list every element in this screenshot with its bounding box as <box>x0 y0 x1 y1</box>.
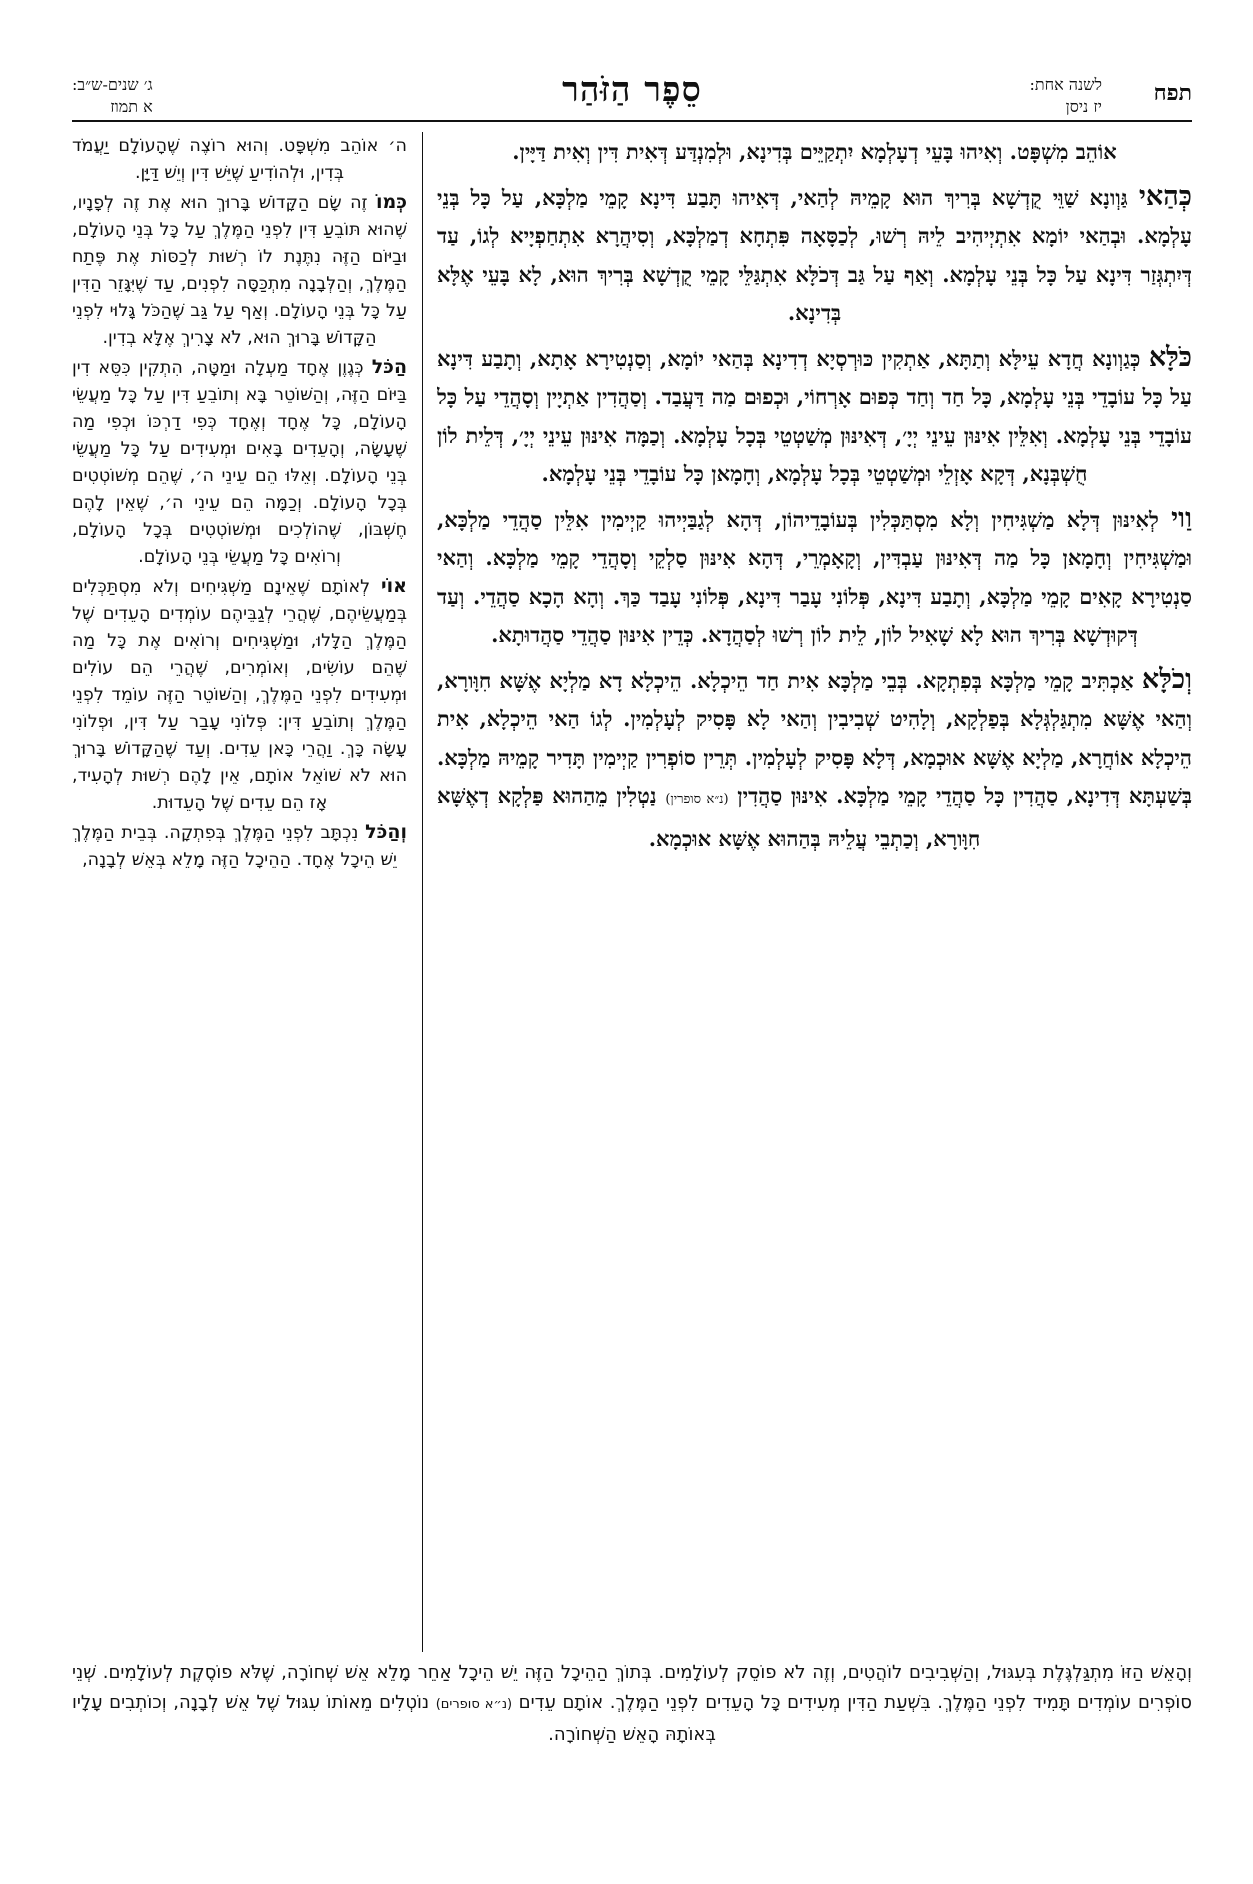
column-divider <box>422 132 423 1652</box>
aramaic-paragraph <box>437 132 1192 172</box>
paragraph-opener: הַכֹּל <box>371 356 407 378</box>
translation-paragraph <box>72 189 407 352</box>
variant-note: (נ״א סופרין) <box>665 792 729 807</box>
header-left-info <box>72 74 153 118</box>
hebrew-translation-column <box>72 132 407 1652</box>
header-rule <box>72 120 1192 122</box>
paragraph-text: נַטְלִין מֵהַהוּא פַּלְקָא דְאֶשָּׁא חִוָּורָא, וְכַתְבֵי עֲלֵיהּ בְּהַהוּא אֶשָּׁא אוּכְמָא. <box>437 783 981 851</box>
paragraph-text: וְהָאֵשׁ הַזּוֹ מִתְגַּלְגֶּלֶת בְּעִגּוּל, וְהַשְּׁבִיבִים לוֹהֲטִים, וְזֶה לֹא פוֹסֵק לְעוֹלָמִים. בְּתוֹךְ הַהֵיכָל הַזֶּה יֵשׁ הֵיכָל אַחֵר מָלֵא אֵשׁ שְׁחוֹרָה, שֶׁלֹּא פוֹסֶקֶת לְעוֹלָמִים. שְׁנֵי סוֹפְרִים עוֹמְדִים תָּמִיד לִפְנֵי הַמֶּלֶךְ. בִּשְׁעַת הַדִּין מְעִידִים כָּל הָעֵדִים לִפְנֵי הַמֶּלֶךְ. אוֹתָם עֵדִים <box>72 1662 1192 1713</box>
aramaic-paragraph <box>437 339 1192 494</box>
page <box>72 70 1192 1850</box>
paragraph-text: כְּגַוְונָא חֲדָא עֵילָּא וְתַתָּא, אַתְקִין כּוּרְסְיָא דְדִינָא בְּהַאי יוֹמָא, וְסַנְטִירָא אָתָא, וְתָבַע דִּינָא עַל כָּל עוֹבָדֵי בְּנֵי עָלְמָא, כָּל חַד וְחַד כְּפוּם אָרְחוֹי, וּכְפוּם מַה דַּעֲבַד. וְסַהֲדִין אַתְיָין וְסָהֲדֵי עַל כָּל עוֹבָדֵי בְּנֵי עָלְמָא. וְאִלֵּין אִינּוּן עֵינֵי יְיָ׳, דְּאִינּוּן מְשַׁטְטֵי בְּכָל עָלְמָא. וְכַמָּה אִינּוּן עֵינֵי יְיָ׳, דְּלֵית לוֹן חֻשְׁבְּנָא, דְּקָא אָזְלֵי וּמְשַׁטְטֵי בְּכָל עָלְמָא, וְחָמָאן כָּל עוֹבָדֵי בְּנֵי עָלְמָא. <box>437 345 1192 486</box>
study-cycle-label: לשנה אחת: <box>1029 75 1102 94</box>
translation-paragraph <box>72 819 407 874</box>
paragraph-text: אַכְתִּיב קָמֵי מַלְכָּא בְּפִתְקָא. בְּבֵי מַלְכָּא אִית חַד הֵיכְלָא. הֵיכְלָא דָא מַלְיָא אֶשָּׁא חִוָּורָא, וְהַאי אֶשָּׁא מִתְגַּלְגְּלָא בְּפַלְקָא, וְלָהִיט שְׁבִיבִין וְהַאי לָא פָּסִיק לְעָלְמִין. לְגוֹ הַאי הֵיכְלָא, אִית הֵיכְלָא אוֹחֲרָא, מַלְיָא אֶשָּׁא אוּכְמָא, דְּלָא פָּסִיק לְעָלְמִין. תְּרֵין סוֹפְרִין קַיְימִין תָּדִיר קָמֵיהּ מַלְכָּא. בְּשַׁעְתָּא דְּדִינָא, סַהֲדִין כָּל סַהֲדֵי קָמֵי מַלְכָּא. אִינּוּן סַהֲדִין <box>437 667 1192 808</box>
paragraph-opener: וְהַכֹּל <box>365 821 407 843</box>
translation-continuation <box>72 1658 1192 1750</box>
paragraph-text: גַּוְונָא שַׁוֵּי קֻדְשָׁא בְּרִיךְ הוּא קָמֵיהּ לְהַאי, דְּאִיהוּ תָּבַע דִּינָא קָמֵי מַלְכָּא, עַל כָּל בְּנֵי עָלְמָא. וּבְהַאי יוֹמָא אִתְיְיהִיב לֵיהּ רְשׁוּ, לְכַסָּאָה פִּתְחָא דְמַלְכָּא, וְסִיהֲרָא אִתְחַפְיָיא לְגוֹ, עַד דְּיִתְגְּזַר דִּינָא עַל כָּל בְּנֵי עָלְמָא. וְאַף עַל גַּב דְּכֹלָּא אִתְגַּלֵּי קָמֵי קֻדְשָׁא בְּרִיךְ הוּא, לָא בָּעֵי אֶלָּא בְּדִינָא. <box>437 184 1192 325</box>
paragraph-text: לְאִינּוּן דְּלָא מַשְׁגִּיחִין וְלָא מִסְתַּכְּלִין בְּעוֹבָדֵיהוֹן, דְּהָא לְגַבַּיְיהוּ קַיְימִין אִלֵּין סַהֲדֵי מַלְכָּא, וּמַשְׁגִּיחִין וְחָמָאן כָּל מַה דְּאִינּוּן עַבְדִּין, וְקָאָמְרֵי, דְּהָא אִינּוּן סַלְקֵי וְסָהֲדֵי קָמֵי מַלְכָּא. וְהַאי סַנְטִירָא קָאִים קָמֵי מַלְכָּא, וְתָבַע דִּינָא, פְּלוֹנִי עָבַר דִּינָא, פְּלוֹנִי עָבַד כַּךְ. וְהָא הָכָא סַהֲדֵי. וְעַד דְּקוּדְשָׁא בְּרִיךְ הוּא לָא שָׁאִיל לוֹן, לֵית לוֹן רְשׁוּ לְסַהֲדָא. כְּדֵין אִינּוּן סַהֲדֵי סַהֲדוּתָא. <box>437 506 1192 647</box>
paragraph-opener: אוֹי <box>381 575 407 597</box>
paragraph-text: כְּגֶוֶן אֶחָד מַעְלָה וּמַטָּה, הִתְקִין כִּסֵּא דִין בַּיּוֹם הַזֶּה, וְהַשּׁוֹטֵר בָּא וְתוֹבֵעַ דִּין עַל כָּל מַעֲשֵׂי הָעוֹלָם, כָּל אֶחָד וְאֶחָד כְּפִי דַרְכּוֹ וּכְפִי מַה שֶּׁעָשָׂה, וְהָעֵדִים בָּאִים וּמְעִידִים עַל כָּל מַעֲשֵׂי בְּנֵי הָעוֹלָם. וְאֵלּוּ הֵם עֵינֵי ה׳, שֶׁהֵם מְשׁוֹטְטִים בְּכָל הָעוֹלָם. וְכַמָּה הֵם עֵינֵי ה׳, שֶׁאֵין לָהֶם חֶשְׁבּוֹן, שֶׁהוֹלְכִים וּמְשׁוֹטְטִים בְּכָל הָעוֹלָם, וְרוֹאִים כָּל מַעֲשֵׂי בְּנֵי הָעוֹלָם. <box>72 358 407 567</box>
paragraph-text: זֶה שָׂם הַקָּדוֹשׁ בָּרוּךְ הוּא אֶת זֶה לְפָנָיו, שֶׁהוּא תּוֹבֵעַ דִּין לִפְנֵי הַמֶּלֶךְ עַל כָּל בְּנֵי הָעוֹלָם, וּבַיּוֹם הַזֶּה נִתֶּנֶת לוֹ רְשׁוּת לְכַסּוֹת אֶת פֶּתַח הַמֶּלֶךְ, וְהַלְּבָנָה מִתְכַּסָּה לִפְנִים, עַד שֶׁיִּגָּזֵר הַדִּין עַל כָּל בְּנֵי הָעוֹלָם. וְאַף עַל גַּב שֶׁהַכֹּל גָּלוּי לִפְנֵי הַקָּדוֹשׁ בָּרוּךְ הוּא, לֹא צָרִיךְ אֶלָּא בְדִין. <box>72 193 407 348</box>
translation-paragraph <box>72 132 407 187</box>
bottom-translation <box>72 1658 1192 1750</box>
paragraph-opener: כְּמוֹ <box>375 191 407 213</box>
aramaic-paragraph <box>437 661 1192 859</box>
text-columns <box>72 132 1192 1652</box>
study-date: יז ניסן <box>1065 97 1102 116</box>
page-header <box>72 70 1192 118</box>
translation-paragraph <box>72 573 407 817</box>
paragraph-opener: וַוי <box>1171 502 1192 534</box>
book-title: סֵפֶר הַזֹּהַר <box>562 70 702 110</box>
paragraph-opener: וְכֹלָּא <box>1141 663 1192 695</box>
aramaic-paragraph <box>437 178 1192 333</box>
translation-paragraph <box>72 354 407 571</box>
paragraph-text: נִכְתָּב לִפְנֵי הַמֶּלֶךְ בְּפִתְקָה. בְּבֵית הַמֶּלֶךְ יֵשׁ הֵיכָל אֶחָד. הַהֵיכָל הַזֶּה מָלֵא בְּאֵשׁ לְבָנָה, <box>72 823 397 870</box>
paragraph-text: אוֹהֵב מִשְׁפָּט. וְאִיהוּ בָּעֵי דְעָלְמָא יִתְקַיֵּים בְּדִינָא, וּלְמִנְדַּע דְּאִית דִּין וְאִית דַּיָּין. <box>512 139 1117 164</box>
paragraph-opener: כְּהַאי <box>1138 180 1192 212</box>
variant-note: (נ״א סופרים) <box>435 1697 513 1712</box>
aramaic-paragraph <box>437 500 1192 655</box>
aramaic-column <box>437 132 1192 1652</box>
page-number: תפח <box>1153 80 1192 106</box>
paragraph-opener: כֹּלָּא <box>1148 341 1192 373</box>
paragraph-text: ה׳ אוֹהֵב מִשְׁפָּט. וְהוּא רוֹצֶה שֶׁהָעוֹלָם יַעֲמֹד בְּדִין, וּלְהוֹדִיעַ שֶׁיֵּשׁ דִּין וְיֵשׁ דַּיָּן. <box>72 136 407 183</box>
cycle-date: א תמוז <box>110 97 153 116</box>
cycle-years-label: ג׳ שנים-ש״ב: <box>72 75 153 94</box>
paragraph-text: לְאוֹתָם שֶׁאֵינָם מַשְׁגִּיחִים וְלֹא מִסְתַּכְּלִים בְּמַעֲשֵׂיהֶם, שֶׁהֲרֵי לְגַבֵּיהֶם עוֹמְדִים הָעֵדִים שֶׁל הַמֶּלֶךְ הַלָּלוּ, וּמַשְׁגִּיחִים וְרוֹאִים אֶת כָּל מַה שֶּׁהֵם עוֹשִׂים, וְאוֹמְרִים, שֶׁהֲרֵי הֵם עוֹלִים וּמְעִידִים לִפְנֵי הַמֶּלֶךְ, וְהַשּׁוֹטֵר הַזֶּה עוֹמֵד לִפְנֵי הַמֶּלֶךְ וְתוֹבֵעַ דִּין: פְּלוֹנִי עָבַר עַל דִּין, וּפְלוֹנִי עָשָׂה כָּךְ. וַהֲרֵי כָּאן עֵדִים. וְעַד שֶׁהַקָּדוֹשׁ בָּרוּךְ הוּא לֹא שׁוֹאֵל אוֹתָם, אֵין לָהֶם רְשׁוּת לְהָעִיד, אָז הֵם עֵדִים שֶׁל הָעֵדוּת. <box>72 577 407 813</box>
paragraph-text: נוֹטְלִים מֵאוֹתוֹ עִגּוּל שֶׁל אֵשׁ לְבָנָה, וְכוֹתְבִים עָלָיו בְּאוֹתָהּ הָאֵשׁ הַשְּׁחוֹרָה. <box>72 1692 716 1745</box>
